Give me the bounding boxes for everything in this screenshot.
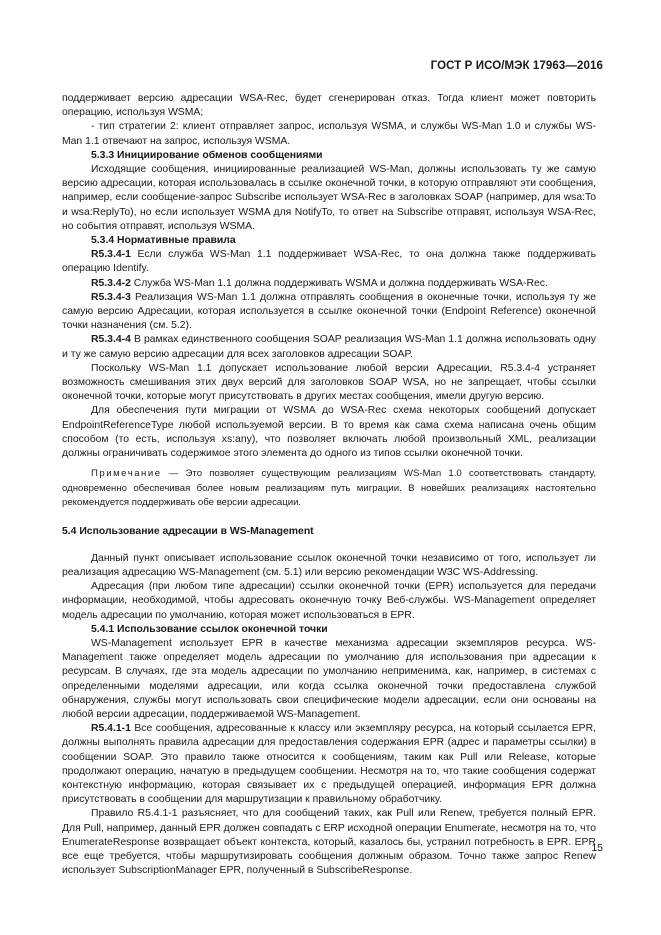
section-heading-5-3-3: 5.3.3 Инициирование обменов сообщениями xyxy=(91,149,323,161)
page-body xyxy=(62,92,596,878)
document-header: ГОСТ Р ИСО/МЭК 17963—2016 xyxy=(430,60,603,72)
paragraph: поддерживает версию адресации WSA-Rec, будет сгенерирован отказ. Тогда клиент может повторить операцию, используя WSMA; xyxy=(62,93,596,119)
rule-id: R5.3.4-3 xyxy=(91,291,131,303)
paragraph: Для обеспечения пути миграции от WSMA до WSA-Rec схема некоторых сообщений допускает EndpointReferenceType любой используемой версии. В то время как сама схема написана очень общим способом (то есть, используя xs:any), что позволяет включать любой произвольный XML, реализации должны ограничивать содержимое этого элемента до одного из типов ссылки оконечной точки. xyxy=(62,405,596,460)
rule-text: Если служба WS-Man 1.1 поддерживает WSA-Rec, то она должна также поддерживать операцию Identify. xyxy=(62,249,596,275)
rule-text: Реализация WS-Man 1.1 должна отправлять сообщения в оконечные точки, используя ту же самую версию Адресации, которая используется в ссылке оконечной точки (Endpoint Reference) оконечной точки назначения (см. 5.2). xyxy=(62,291,596,332)
paragraph: Правило R5.4.1-1 разъясняет, что для сообщений таких, как Pull или Renew, требуется полный EPR. Для Pull, например, данный EPR должен совпадать с ERP исходной операции Enumerate, несмотря на то, что EnumerateResponse возвращает объект контекста, который, казалось бы, устранил потребность в EPR. EPR все еще требуется, чтобы маршрутизировать сообщения должным образом. Точно также запрос Renew использует SubscriptionManager EPR, полученный в SubscribeResponse. xyxy=(62,808,596,877)
rule-text: Служба WS-Man 1.1 должна поддерживать WSMA и должна поддерживать WSA-Rec. xyxy=(130,277,548,289)
rule-paragraph xyxy=(62,277,596,291)
rule-id: R5.4.1-1 xyxy=(91,723,131,735)
paragraph: WS-Management использует EPR в качестве механизма адресации экземпляров ресурса. WS-Management также определяет модель адресации по умолчанию для использования при адресации к ресурсам. В случаях, где эта модель адресации по умолчанию неприменима, как, например, в системах с определенными моделями адресации, или когда ссылка оконечной точки предоставлена службой обнаружения, службы могут использовать свои специфические модели адресации, если они основаны на любой версии адресации, поддерживаемой WS-Management. xyxy=(62,637,596,720)
rule-paragraph xyxy=(62,248,596,276)
note xyxy=(62,467,596,510)
rule-paragraph xyxy=(62,291,596,334)
paragraph: Адресация (при любом типе адресации) ссылки оконечной точки (EPR) используется для передачи информации, необходимой, чтобы адресовать оконечную точку Веб-службы. WS-Management определяет модель адресации по умолчанию, которая может использоваться в EPR. xyxy=(62,581,596,621)
paragraph: Поскольку WS-Man 1.1 допускает использование любой версии Адресации, R5.3.4-4 устраняет возможность смешивания этих двух версий для заголовков SOAP WSA, но не запрещает, чтобы ссылки оконечной точки, которые могут присутствовать в других местах сообщения, имели другую версию. xyxy=(62,362,596,403)
rule-paragraph xyxy=(62,333,596,361)
note-text: — Это позволяет существующим реализациям WS-Man 1.0 соответствовать стандарту, одновременно обеспечивая более новым реализациям путь миграции. В новейших реализациях настоятельно рекомендуется поддерживать обе версии адресации. xyxy=(62,468,596,509)
paragraph: Данный пункт описывает использование ссылок оконечной точки независимо от того, использует ли реализация адресацию WS-Management (см. 5.1) или версию рекомендации W3C WS-Addressing. xyxy=(62,552,596,578)
rule-id: R5.3.4-4 xyxy=(91,334,131,346)
rule-paragraph xyxy=(62,722,596,807)
rule-text: Все сообщения, адресованные к классу или экземпляру ресурса, на который ссылается EPR, должны выполнять правила адресации для предоставления содержания EPR (адрес и параметры ссылки) в сообщении SOAP. Это правило также относится к сообщениям, таким как Pull или Release, которые продолжают операцию, начатую в предыдущем сообщении. Несмотря на то, что такие сообщения содержат контекстную информацию, которая связывает их с предыдущей операцией, информация EPR должна присутствовать в сообщении для маршрутизации к правильному обработчику. xyxy=(62,723,596,806)
section-heading-5-3-4: 5.3.4 Нормативные правила xyxy=(91,235,236,247)
rule-text: В рамках единственного сообщения SOAP реализация WS-Man 1.1 должна использовать одну и ту же самую версию адресации для всех заголовков адресации SOAP. xyxy=(62,334,596,360)
section-heading-5-4: 5.4 Использование адресации в WS-Management xyxy=(62,525,314,537)
paragraph: - тип стратегии 2: клиент отправляет запрос, используя WSMA, и службы WS-Man 1.0 и службы WS-Man 1.1 отвечают на запрос, используя WSMA. xyxy=(62,121,596,147)
section-heading-5-4-1: 5.4.1 Использование ссылок оконечной точки xyxy=(91,623,328,635)
note-label: Примечание xyxy=(91,468,162,480)
paragraph: Исходящие сообщения, инициированные реализацией WS-Man, должны использовать ту же самую версию адресации, которая использовалась в ссылке оконечной точки, в которую отправляют эти сообщения, например, если сообщение-запрос Subscribe использует WSA-Rec в заголовках SOAP (например, для wsa:To и wsa:ReplyTo), но если использует WSMA для NotifyTo, то ответ на Subscribe отправят, используя WSA-Rec, но события отправят, используя WSMA. xyxy=(62,164,596,232)
rule-id: R5.3.4-1 xyxy=(91,249,131,261)
page-number: 15 xyxy=(591,842,603,854)
rule-id: R5.3.4-2 xyxy=(91,277,131,289)
